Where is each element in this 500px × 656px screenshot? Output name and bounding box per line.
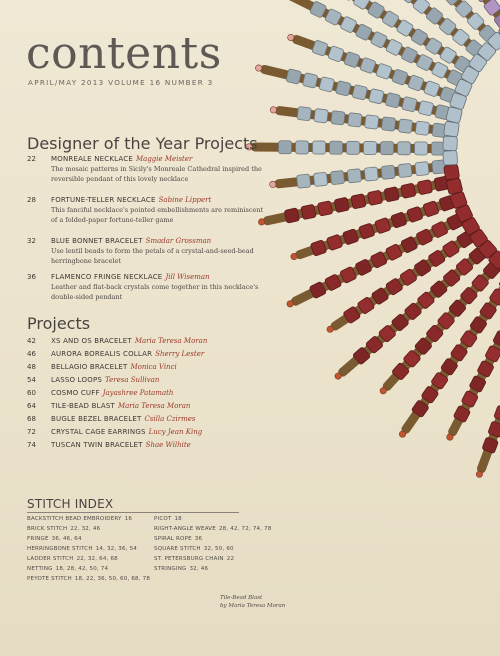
entry-page-number: 72 xyxy=(27,428,36,436)
projects-section-heading: Projects xyxy=(27,314,91,333)
entry-page-number: 68 xyxy=(27,415,36,423)
entry-title: TUSCAN TWIN BRACELET Shae Wilhite xyxy=(51,441,191,449)
stitch-index-item[interactable]: STRINGING 32, 46 xyxy=(154,566,209,572)
stitch-index-item[interactable]: FRINGE 36, 46, 64 xyxy=(27,536,82,542)
entry-page-number: 54 xyxy=(27,376,36,384)
caption-credit: by Maria Teresa Moran xyxy=(220,603,286,609)
entry-description: The mosaic patterns in Sicily's Monreale Cathedral inspired the reversible pendant of this lovely necklace xyxy=(51,165,262,183)
entry-page-number: 22 xyxy=(27,155,36,163)
entry-description: Leather and flat-back crystals come together in this necklace's double-sided pendant xyxy=(51,283,259,301)
entry-description: Use lentil beads to form the petals of a crystal-and-seed-bead herringbone bracelet xyxy=(51,247,254,265)
stitch-index-divider xyxy=(27,512,239,513)
entry-title: BELLAGIO BRACELET Monica Vinci xyxy=(51,363,177,371)
entry-page-number: 46 xyxy=(27,350,36,358)
photo-caption xyxy=(220,594,285,610)
entry-page-number: 28 xyxy=(27,196,36,204)
necklace-band-bead xyxy=(446,178,463,195)
entry-title: AURORA BOREALIS COLLAR Sherry Lester xyxy=(51,350,205,358)
entry-author: Jill Wiseman xyxy=(165,273,210,281)
entry-page-number: 36 xyxy=(27,273,36,281)
stitch-index-heading: STITCH INDEX xyxy=(27,497,114,511)
entry-title: BLUE BONNET BRACELET Smadar Grossman xyxy=(51,237,212,245)
entry-page-number: 74 xyxy=(27,441,36,449)
entry-page-number: 48 xyxy=(27,363,36,371)
stitch-index-item[interactable]: PEYOTE STITCH 18, 22, 36, 50, 60, 68, 78 xyxy=(27,576,151,582)
entry-title: MONREALE NECKLACE Maggie Meister xyxy=(51,155,193,163)
entry-author: Smadar Grossman xyxy=(145,237,212,245)
stitch-index-item[interactable]: BRICK STITCH 22, 32, 46 xyxy=(27,526,101,532)
stitch-index-item[interactable]: SPIRAL ROPE 36 xyxy=(154,536,203,542)
necklace-band-bead xyxy=(444,121,460,137)
entry-author: Csilla Czirmes xyxy=(144,415,196,423)
stitch-index-item[interactable]: LADDER STITCH 22, 32, 64, 68 xyxy=(27,556,118,562)
entry-title: XS AND OS BRACELET Maria Teresa Moran xyxy=(51,337,208,345)
caption-title: Tile-Bead Blast xyxy=(220,595,263,601)
necklace-spoke xyxy=(246,141,450,155)
stitch-index-item[interactable]: HERRINGBONE STITCH 14, 32, 36, 54 xyxy=(27,546,137,552)
entry-page-number: 64 xyxy=(27,402,36,410)
necklace-band-bead xyxy=(443,150,458,165)
entry-title: BUGLE BEZEL BRACELET Csilla Czirmes xyxy=(51,415,196,423)
entry-author: Jayashree Patamath xyxy=(102,389,174,397)
issue-line: APRIL/MAY 2013 VOLUME 16 NUMBER 3 xyxy=(28,78,214,87)
stitch-index-item[interactable]: NETTING 18, 28, 42, 50, 74 xyxy=(27,566,109,572)
entry-title: TILE-BEAD BLAST Maria Teresa Moran xyxy=(51,402,191,410)
entry-author: Maria Teresa Moran xyxy=(117,402,191,410)
stitch-index-item[interactable]: RIGHT-ANGLE WEAVE 28, 42, 72, 74, 78 xyxy=(154,526,272,532)
entry-title: FLAMENCO FRINGE NECKLACE Jill Wiseman xyxy=(51,273,210,281)
entry-title: LASSO LOOPS Teresa Sullivan xyxy=(51,376,160,384)
entry-author: Maria Teresa Moran xyxy=(134,337,208,345)
entry-page-number: 60 xyxy=(27,389,36,397)
designer-section-heading: Designer of the Year Projects xyxy=(27,134,258,153)
entry-title: CRYSTAL CAGE EARRINGS Lucy Jean King xyxy=(51,428,203,436)
entry-author: Monica Vinci xyxy=(130,363,177,371)
entry-page-number: 42 xyxy=(27,337,36,345)
necklace-band-bead xyxy=(443,136,458,151)
stitch-index-item[interactable]: ST. PETERSBURG CHAIN 22 xyxy=(154,556,235,562)
entry-author: Sherry Lester xyxy=(155,350,205,358)
page-title: contents xyxy=(26,28,222,79)
stitch-index-item[interactable]: SQUARE STITCH 32, 50, 60 xyxy=(154,546,234,552)
stitch-index-item[interactable]: PICOT 18 xyxy=(154,516,182,522)
entry-page-number: 32 xyxy=(27,237,36,245)
entry-title: FORTUNE-TELLER NECKLACE Sabine Lippert xyxy=(51,196,212,204)
stitch-index-item[interactable]: BACKSTITCH BEAD EMBROIDERY 16 xyxy=(27,516,133,522)
entry-author: Lucy Jean King xyxy=(148,428,203,436)
entry-description: This fanciful necklace's pointed embellishments are reminiscent of a folded-paper fortune-teller game xyxy=(51,206,264,224)
entry-author: Sabine Lippert xyxy=(158,196,212,204)
entry-author: Maggie Meister xyxy=(135,155,193,163)
necklace-band-bead xyxy=(444,164,460,180)
entry-author: Shae Wilhite xyxy=(145,441,191,449)
entry-title: COSMO CUFF Jayashree Patamath xyxy=(51,389,174,397)
entry-author: Teresa Sullivan xyxy=(105,376,160,384)
